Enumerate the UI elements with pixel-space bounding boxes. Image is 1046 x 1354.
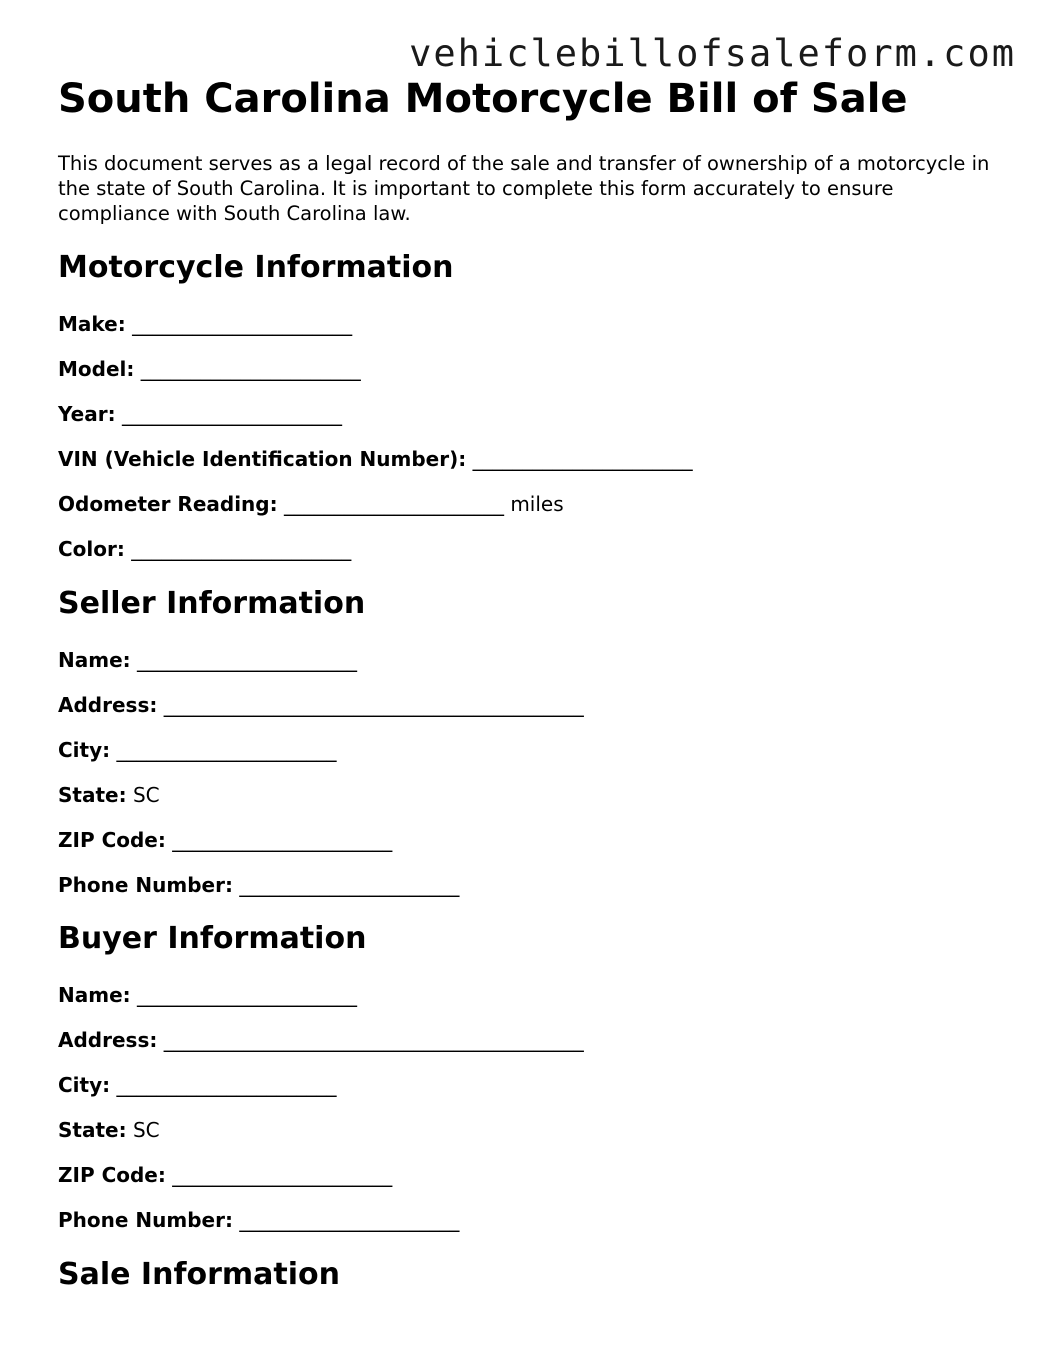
odometer-blank[interactable]: ______________________ [283, 492, 504, 516]
year-blank[interactable]: ______________________ [121, 402, 342, 426]
buyer-phone-field [58, 1207, 459, 1233]
buyer-zip-blank[interactable]: ______________________ [172, 1163, 393, 1187]
seller-phone-label: Phone Number: [58, 873, 233, 897]
seller-zip-blank[interactable]: ______________________ [172, 828, 393, 852]
year-field [58, 401, 342, 427]
buyer-name-field [58, 982, 357, 1008]
sale-section-heading: Sale Information [58, 1257, 340, 1292]
seller-address-field [58, 692, 584, 718]
motorcycle-section-heading: Motorcycle Information [58, 250, 454, 285]
seller-state-value: SC [132, 783, 160, 807]
buyer-state-field [58, 1117, 160, 1143]
buyer-section-heading: Buyer Information [58, 921, 367, 956]
seller-city-label: City: [58, 738, 111, 762]
odometer-field [58, 491, 564, 517]
buyer-address-field [58, 1027, 584, 1053]
model-label: Model: [58, 357, 135, 381]
make-blank[interactable]: ______________________ [132, 312, 353, 336]
document-title: South Carolina Motorcycle Bill of Sale [58, 76, 908, 122]
odometer-unit: miles [510, 492, 564, 516]
buyer-city-label: City: [58, 1073, 111, 1097]
seller-phone-blank[interactable]: ______________________ [239, 873, 460, 897]
seller-address-label: Address: [58, 693, 158, 717]
vin-field [58, 446, 693, 472]
color-blank[interactable]: ______________________ [131, 537, 352, 561]
buyer-state-label: State: [58, 1118, 127, 1142]
model-blank[interactable]: ______________________ [140, 357, 361, 381]
seller-state-label: State: [58, 783, 127, 807]
intro-paragraph: This document serves as a legal record of the sale and transfer of ownership of a motorcycle in the state of South Carolina. It is important to complete this form accurately to ensure compliance with South Carolina law. [58, 152, 990, 225]
buyer-address-blank[interactable]: __________________________________________ [163, 1028, 584, 1052]
buyer-address-label: Address: [58, 1028, 158, 1052]
model-field [58, 356, 361, 382]
make-field [58, 311, 352, 337]
buyer-phone-blank[interactable]: ______________________ [239, 1208, 460, 1232]
seller-city-blank[interactable]: ______________________ [116, 738, 337, 762]
buyer-zip-field [58, 1162, 392, 1188]
vin-label: VIN (Vehicle Identification Number): [58, 447, 467, 471]
seller-state-field [58, 782, 160, 808]
make-label: Make: [58, 312, 126, 336]
seller-zip-label: ZIP Code: [58, 828, 166, 852]
buyer-zip-label: ZIP Code: [58, 1163, 166, 1187]
seller-address-blank[interactable]: __________________________________________ [163, 693, 584, 717]
color-label: Color: [58, 537, 125, 561]
buyer-state-value: SC [132, 1118, 160, 1142]
buyer-name-blank[interactable]: ______________________ [137, 983, 357, 1007]
buyer-city-blank[interactable]: ______________________ [116, 1073, 337, 1097]
year-label: Year: [58, 402, 116, 426]
seller-name-blank[interactable]: ______________________ [137, 648, 357, 672]
vin-blank[interactable]: ______________________ [472, 447, 693, 471]
seller-name-label: Name: [58, 648, 131, 672]
seller-section-heading: Seller Information [58, 586, 366, 621]
color-field [58, 536, 351, 562]
seller-phone-field [58, 872, 459, 898]
seller-name-field [58, 647, 357, 673]
seller-city-field [58, 737, 337, 763]
buyer-city-field [58, 1072, 337, 1098]
buyer-name-label: Name: [58, 983, 131, 1007]
odometer-label: Odometer Reading: [58, 492, 278, 516]
seller-zip-field [58, 827, 392, 853]
buyer-phone-label: Phone Number: [58, 1208, 233, 1232]
watermark-site-name: vehiclebillofsaleform.com [409, 32, 1016, 75]
